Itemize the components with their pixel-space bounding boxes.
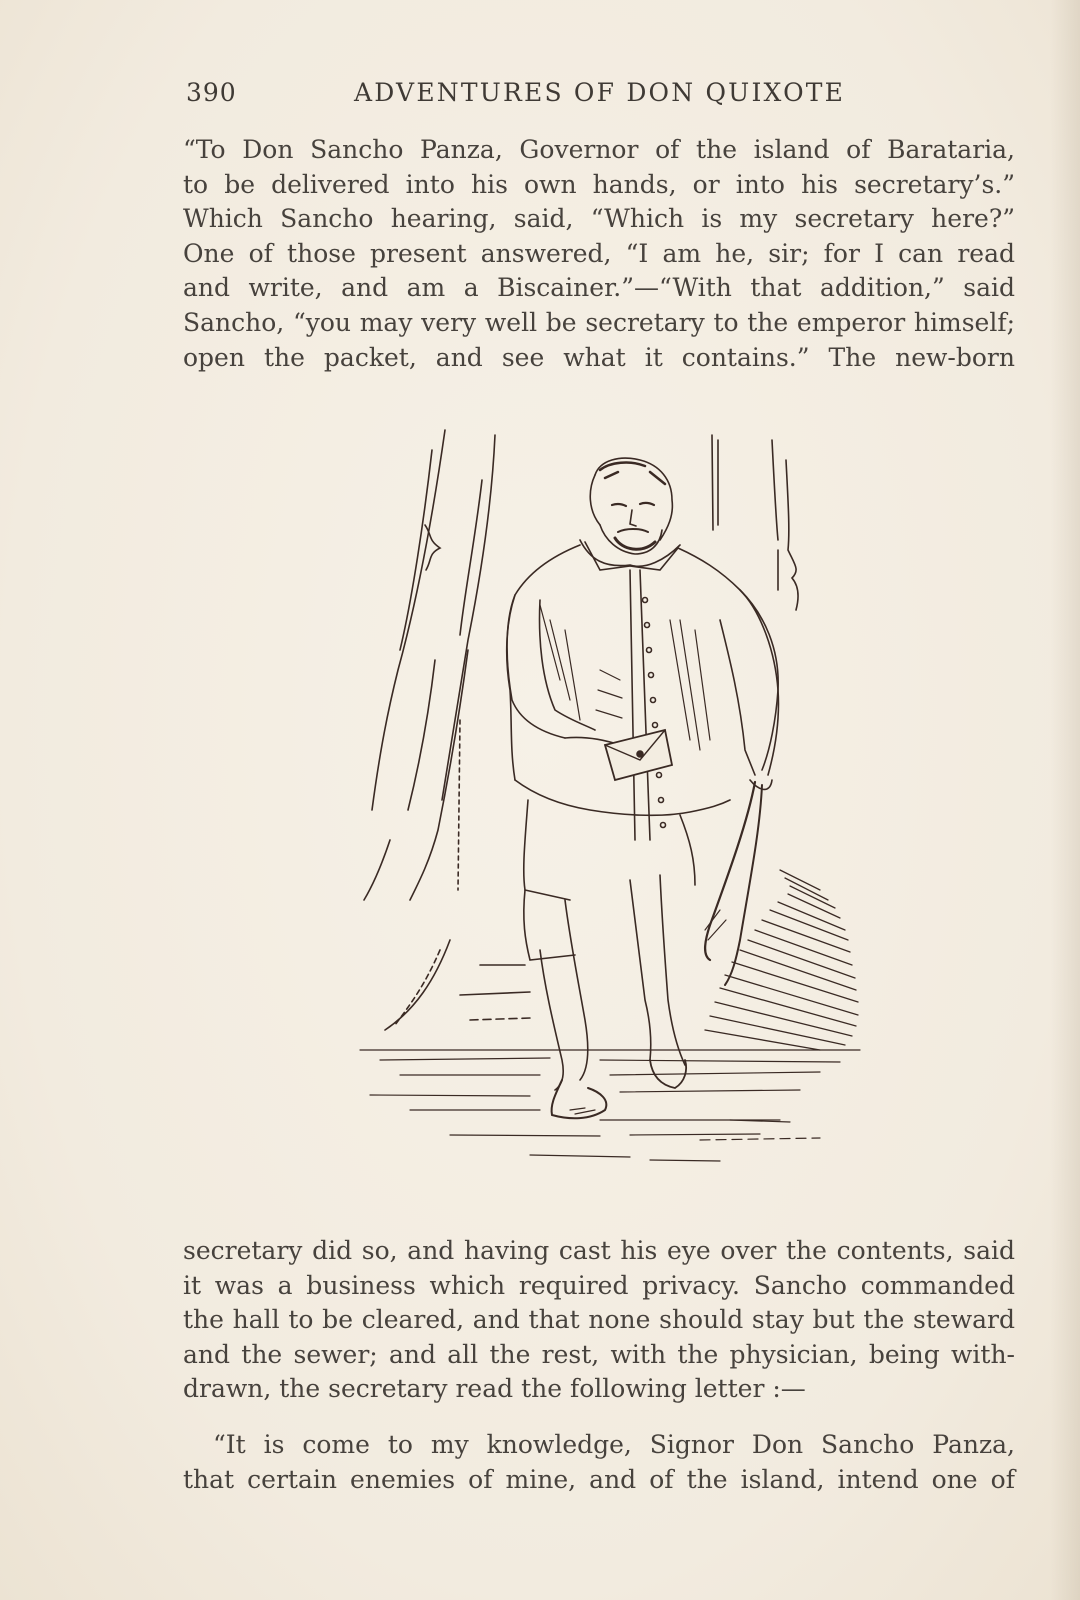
- paragraph-bottom: [183, 1234, 1015, 1407]
- drapery-right: [712, 435, 798, 610]
- text-line: the hall to be cleared, and that none should stay but the steward: [183, 1305, 1015, 1335]
- text-line: “To Don Sancho Panza, Governor of the island of Barataria,: [183, 135, 1015, 164]
- paragraph-letter: [183, 1428, 1015, 1497]
- text-line: drawn, the secretary read the following letter :—: [183, 1374, 806, 1404]
- paragraph-top: [183, 133, 1015, 375]
- text-line: to be delivered into his own hands, or into his secretary’s.”: [183, 169, 1015, 199]
- text-line: “It is come to my knowledge, Signor Don Sancho Panza,: [213, 1430, 1015, 1459]
- letter-envelope: [605, 730, 672, 780]
- running-title: ADVENTURES OF DON QUIXOTE: [354, 78, 846, 107]
- figure-head: [590, 458, 672, 554]
- text-line: and the sewer; and all the rest, with the physician, being with-: [183, 1339, 1015, 1369]
- text-line: it was a business which required privacy. Sancho commanded: [183, 1270, 1015, 1300]
- text-line: open the packet, and see what it contains.” The new-born: [183, 342, 1015, 372]
- text-line: that certain enemies of mine, and of the island, intend one of: [183, 1464, 1015, 1494]
- cast-shadow: [705, 870, 858, 1050]
- figure-collar: [580, 540, 680, 570]
- figure-legs: [524, 875, 686, 1118]
- ground-shading: [360, 1050, 860, 1161]
- text-line: Which Sancho hearing, said, “Which is my secretary here?”: [183, 204, 1015, 234]
- drapery-left: [364, 430, 530, 1030]
- page-number: 390: [186, 78, 237, 107]
- page-edge-shadow: [1050, 0, 1080, 1600]
- text-line: and write, and am a Biscainer.”—“With that addition,” said: [183, 273, 1015, 303]
- text-line: Sancho, “you may very well be secretary to the emperor himself;: [183, 307, 1015, 337]
- figure-left-arm: [507, 595, 620, 745]
- page-header: [186, 78, 856, 112]
- text-line: One of those present answered, “I am he, sir; for I can read: [183, 238, 1015, 268]
- text-line: secretary did so, and having cast his eye over the contents, said: [183, 1236, 1015, 1265]
- engraving-illustration: [300, 420, 900, 1200]
- figure-right-arm: [705, 590, 778, 985]
